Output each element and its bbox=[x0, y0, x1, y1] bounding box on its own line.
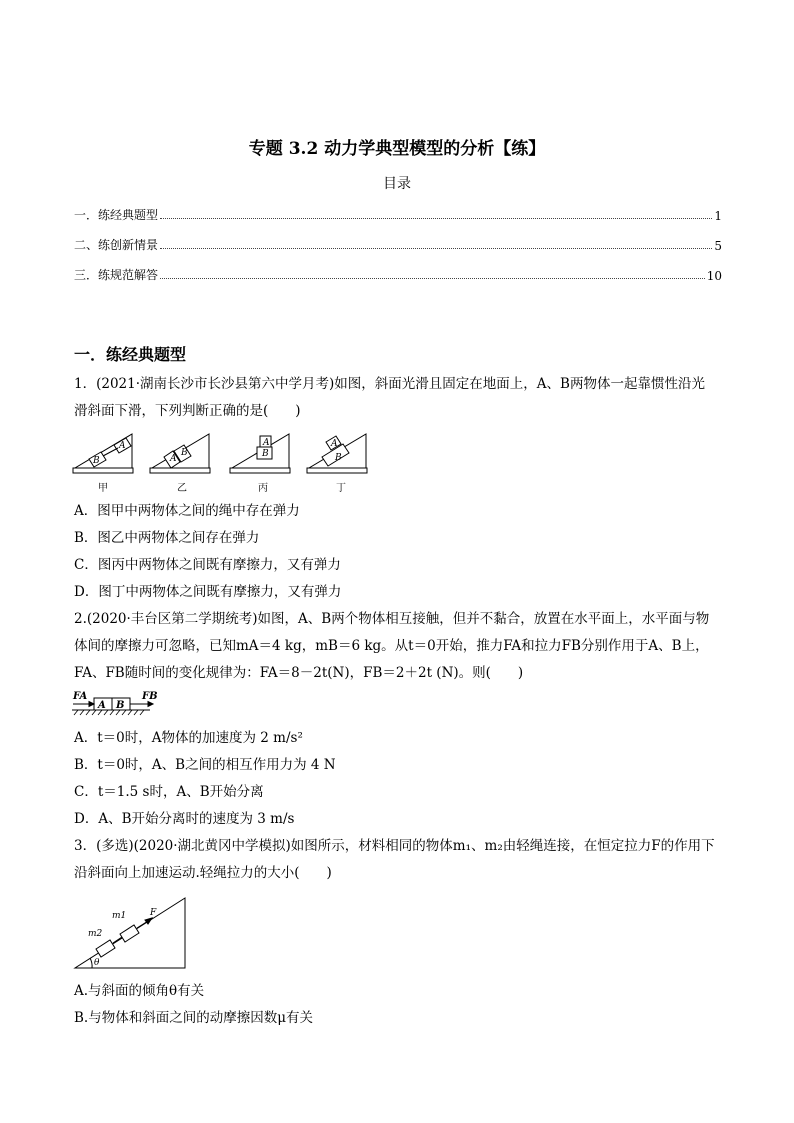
toc-entry[interactable] bbox=[74, 203, 722, 223]
q1-option-d[interactable]: D．图丁中两物体之间既有摩擦力，又有弹力 bbox=[74, 584, 342, 600]
q1-label-b: B bbox=[93, 456, 100, 466]
q1-figure bbox=[70, 428, 380, 498]
q3-label-m1: m1 bbox=[112, 911, 127, 921]
toc-entry-label: 二、练创新情景 bbox=[74, 238, 159, 252]
toc-entry-page: 10 bbox=[706, 269, 722, 283]
q1-label-a: A bbox=[331, 439, 338, 449]
toc-entry-label: 一．练经典题型 bbox=[74, 208, 159, 222]
q3-stem-line2: 沿斜面向上加速运动.轻绳拉力的大小( ) bbox=[74, 865, 332, 881]
q3-option-a[interactable]: A.与斜面的倾角θ有关 bbox=[74, 983, 205, 999]
toc-entry-page: 5 bbox=[714, 239, 722, 253]
q1-caption-jia: 甲 bbox=[98, 483, 108, 494]
q1-option-b[interactable]: B．图乙中两物体之间存在弹力 bbox=[74, 530, 260, 546]
q1-stem-line2: 滑斜面下滑，下列判断正确的是( ) bbox=[74, 403, 301, 419]
q1-label-b: B bbox=[262, 449, 269, 459]
q2-option-d[interactable]: D．A、B开始分离时的速度为 3 m/s bbox=[74, 811, 295, 827]
q2-option-b[interactable]: B．t＝0时，A、B之间的相互作用力为 4 N bbox=[74, 757, 336, 773]
q1-label-a: A bbox=[263, 438, 270, 448]
q2-label-a: A bbox=[98, 700, 106, 711]
q3-figure bbox=[70, 893, 192, 973]
toc-entry[interactable] bbox=[74, 233, 722, 253]
q3-stem-line1: 3．(多选)(2020·湖北黄冈中学模拟)如图所示，材料相同的物体m₁、m₂由轻绳连接，在恒定拉力F的作用下 bbox=[74, 838, 715, 854]
q2-stem-line1: 2.(2020·丰台区第二学期统考)如图，A、B两个物体相互接触，但并不黏合，放置在水平面上，水平面与物 bbox=[74, 611, 710, 627]
q2-figure bbox=[70, 688, 170, 718]
q1-label-b: B bbox=[181, 448, 188, 458]
q2-stem-line3: FA、FB随时间的变化规律为：FA＝8－2t(N)，FB＝2＋2t (N)。则( ) bbox=[74, 665, 524, 681]
page-title: 专题 3.2 动力学典型模型的分析【练】 bbox=[248, 139, 546, 159]
toc-leader bbox=[160, 248, 712, 249]
toc-entry-label: 三．练规范解答 bbox=[74, 268, 159, 282]
toc-leader bbox=[160, 218, 712, 219]
q3-label-m2: m2 bbox=[88, 929, 103, 939]
q1-option-a[interactable]: A．图甲中两物体之间的绳中存在弹力 bbox=[74, 503, 300, 519]
q3-option-b[interactable]: B.与物体和斜面之间的动摩擦因数μ有关 bbox=[74, 1010, 313, 1026]
q3-label-theta: θ bbox=[94, 958, 100, 968]
section-heading: 一．练经典题型 bbox=[74, 345, 187, 364]
q1-label-a: A bbox=[119, 441, 126, 451]
q1-option-c[interactable]: C．图丙中两物体之间既有摩擦力，又有弹力 bbox=[74, 557, 341, 573]
toc-heading: 目录 bbox=[383, 176, 411, 192]
q2-label-fb: FB bbox=[142, 691, 158, 702]
q1-caption-ding: 丁 bbox=[336, 483, 346, 494]
q1-caption-yi: 乙 bbox=[177, 483, 187, 494]
q3-label-f: F bbox=[150, 908, 157, 918]
toc-leader bbox=[160, 278, 705, 279]
toc-entry-page: 1 bbox=[714, 209, 722, 223]
q1-label-b: B bbox=[335, 453, 342, 463]
q1-label-a: A bbox=[170, 454, 177, 464]
q1-caption-bing: 丙 bbox=[258, 483, 268, 494]
q2-option-a[interactable]: A．t＝0时，A物体的加速度为 2 m/s² bbox=[74, 730, 303, 746]
q2-option-c[interactable]: C．t＝1.5 s时，A、B开始分离 bbox=[74, 784, 264, 800]
q1-stem-line1: 1．(2021·湖南长沙市长沙县第六中学月考)如图，斜面光滑且固定在地面上，A、B两物体一起靠惯性沿光 bbox=[74, 376, 705, 392]
toc-entry[interactable] bbox=[74, 263, 722, 283]
q2-label-fa: FA bbox=[73, 691, 88, 702]
q2-label-b: B bbox=[116, 700, 125, 711]
q2-stem-line2: 体间的摩擦力可忽略，已知mA＝4 kg，mB＝6 kg。从t＝0开始，推力FA和拉力FB分别作用于A、B上， bbox=[74, 638, 709, 654]
